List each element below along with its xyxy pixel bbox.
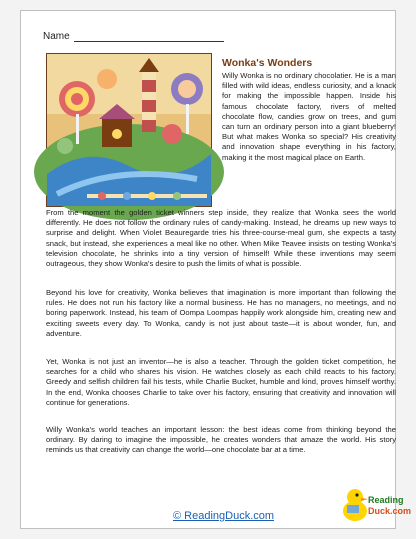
duck-logo-icon bbox=[341, 481, 412, 525]
paragraph-4: Willy Wonka's world teaches an important lesson: the best ideas come from thinking beyond the ordinary. By daring to imagine the impossible, he creates wonders that amaze the world. His story reminds us that creativity can change the world—one chocolate bar at a time. bbox=[46, 425, 396, 455]
worksheet-page bbox=[20, 10, 412, 529]
story-title: Wonka's Wonders bbox=[222, 57, 313, 69]
reading-duck-link[interactable]: © ReadingDuck.com bbox=[173, 510, 275, 522]
paragraph-2: Beyond his love for creativity, Wonka believes that imagination is more important than following the rules. He does not run his factory like a normal business. He has no managers, no meetings, and no boring paperwork. Instead, his team of Oompa Loompas happily work alongside him, creating new and exciting sweets every day. To Wonka, candy is not just about taste—it is about wonder, fun, and adventure. bbox=[46, 288, 396, 338]
paragraph-1: From the moment the golden ticket winners step inside, they realize that Wonka sees the world differently. He does not follow the ordinary rules of candy-making. Instead, he dreams up new ways to surprise and delight. When Violet Beauregarde tries his three-course-meal gum, she expects a tasty snack, but instead, she experiences a meal like no other. When Mike Teavee insists on testing Wonka's television chocolate, he shrinks into a tiny version of himself! While these inventions may seem outrageous, they show Wonka's desire to push the limits of what is possible. bbox=[46, 208, 396, 269]
illustration-svg bbox=[47, 54, 211, 206]
name-field-row bbox=[43, 31, 224, 42]
reading-duck-logo bbox=[341, 481, 412, 525]
candy-factory-illustration bbox=[46, 53, 212, 207]
name-line[interactable] bbox=[74, 41, 224, 42]
logo-text-line2: Duck.com bbox=[368, 506, 412, 516]
name-label: Name bbox=[43, 31, 70, 42]
intro-paragraph: Willy Wonka is no ordinary chocolatier. He is a man filled with wild ideas, endless curiosity, and a knack for making the impossible happen. Inside his famous chocolate factory, rivers of melted chocolate flow, candies grow on trees, and gum can turn an ordinary person into a giant blueberry! But what makes Wonka so special? His creativity and innovation shape everything in his factory, making it the most magical place on Earth. bbox=[222, 71, 396, 162]
logo-text-line1: Reading bbox=[368, 495, 404, 505]
paragraph-3: Yet, Wonka is not just an inventor—he is also a teacher. Through the golden ticket competition, he searches for a child who shares his vision. He watches closely as each child reacts to his factory. Greedy and selfish children fail his tests, while Charlie Bucket, humble and kind, proves himself worthy. In the end, Wonka chooses Charlie to take over his factory, ensuring that creativity and innovation will continue for generations. bbox=[46, 357, 396, 407]
